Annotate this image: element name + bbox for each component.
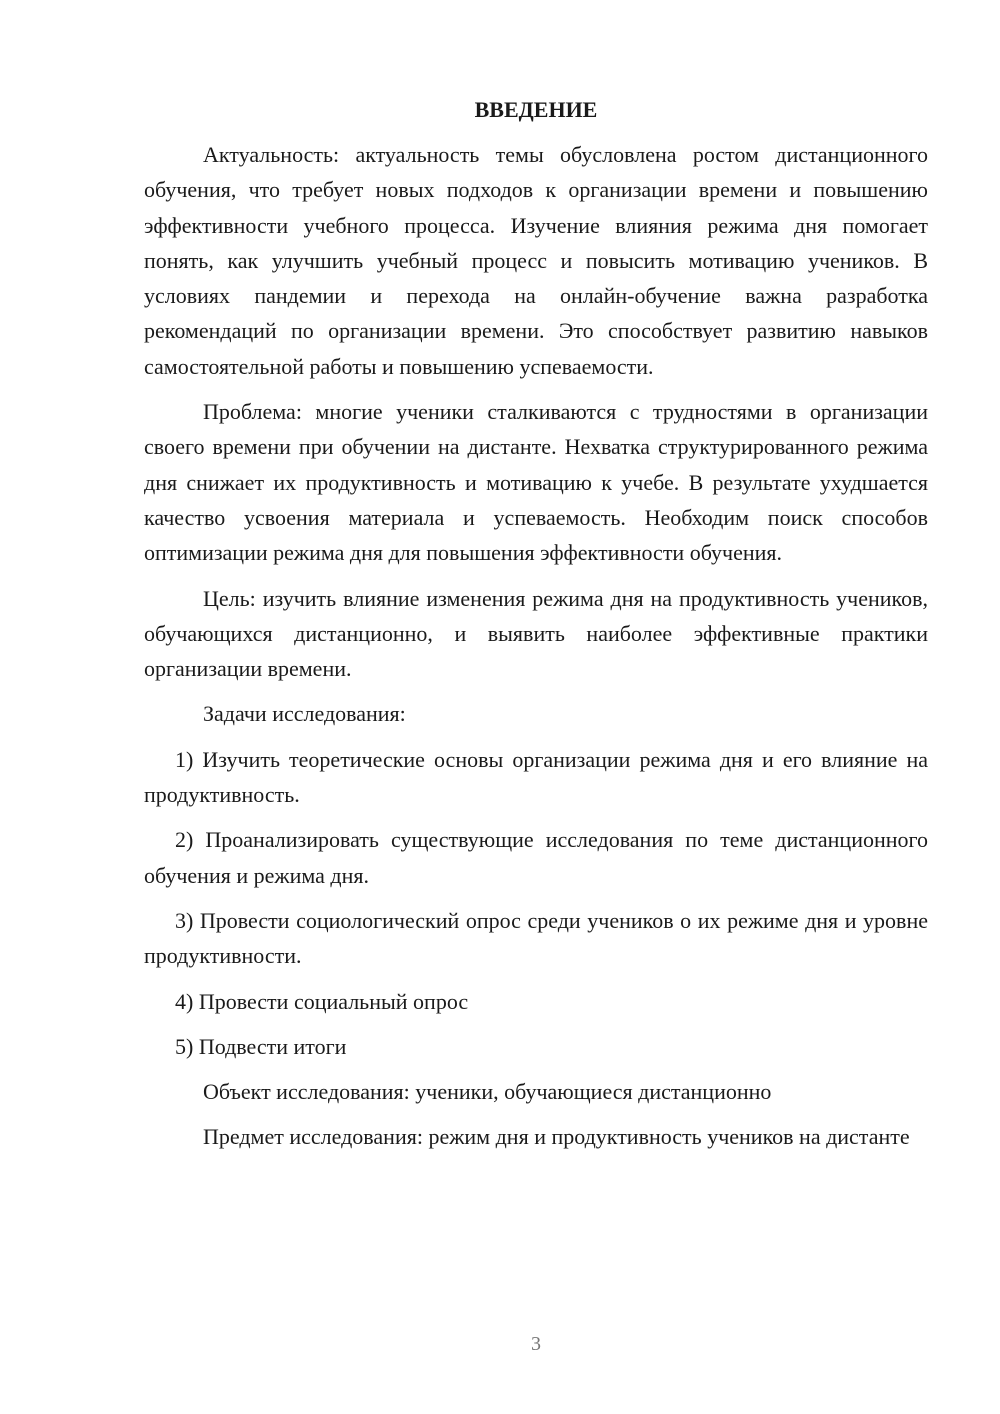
- task-item-4: 4) Провести социальный опрос: [175, 988, 469, 1014]
- paragraph-goal: Цель: изучить влияние изменения режима дня на продуктивность учеников, обучающихся дистанционно, и выявить наиболее эффективные практики организации времени.: [144, 585, 928, 682]
- paragraph-object: Объект исследования: ученики, обучающиеся дистанционно: [203, 1079, 772, 1105]
- task-item-5: 5) Подвести итоги: [175, 1033, 347, 1059]
- paragraph-tasks-heading: Задачи исследования:: [203, 701, 406, 727]
- paragraph-problem: Проблема: многие ученики сталкиваются с трудностями в организации своего времени при обучении на дистанте. Нехватка структурированного режима дня снижает их продуктивность и мотивацию к учебе. В результате ухудшается качество усвоения материала и успеваемость. Необходим поиск способов оптимизации режима дня для повышения эффективности обучения.: [144, 399, 928, 566]
- task-item-3: 3) Провести социологический опрос среди учеников о их режиме дня и уровне продуктивности.: [144, 907, 928, 969]
- page-content: [144, 92, 928, 1165]
- page-number: 3: [531, 1333, 541, 1355]
- task-item-1: 1) Изучить теоретические основы организации режима дня и его влияние на продуктивность.: [144, 746, 928, 808]
- paragraph-subject: Предмет исследования: режим дня и продуктивность учеников на дистанте: [203, 1124, 910, 1150]
- task-item-2: 2) Проанализировать существующие исследования по теме дистанционного обучения и режима дня.: [144, 827, 928, 888]
- paragraph-relevance: Актуальность: актуальность темы обусловлена ростом дистанционного обучения, что требует новых подходов к организации времени и повышению эффективности учебного процесса. Изучение влияния режима дня помогает понять, как улучшить учебный процесс и повысить мотивацию учеников. В условиях пандемии и перехода на онлайн-обучение важна разработка рекомендаций по организации времени. Это способствует развитию навыков самостоятельной работы и повышению успеваемости.: [144, 142, 928, 379]
- section-title: ВВЕДЕНИЕ: [474, 97, 598, 122]
